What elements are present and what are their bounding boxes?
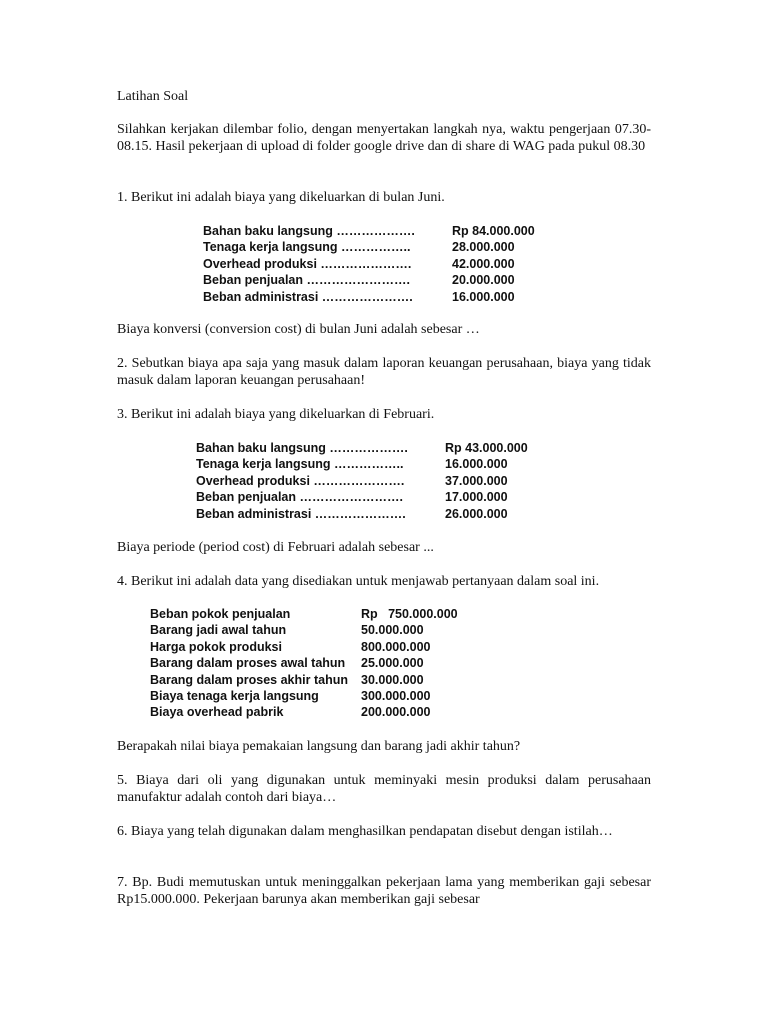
data-value: Rp 750.000.000 <box>361 607 458 621</box>
cost-label: Bahan baku langsung ………………. <box>196 441 408 455</box>
cost-label: Beban administrasi …………………. <box>203 289 413 304</box>
cost-label: Beban penjualan ……………………. <box>203 273 410 288</box>
cost-value: 28.000.000 <box>452 240 515 255</box>
cost-value: 42.000.000 <box>452 256 515 271</box>
data-label: Biaya overhead pabrik <box>150 705 284 720</box>
question-6-text: 6. Biaya yang telah digunakan dalam menghasilkan pendapatan disebut dengan istilah… <box>117 824 613 839</box>
data-value: 25.000.000 <box>361 656 424 671</box>
data-label: Barang dalam proses awal tahun <box>150 656 346 671</box>
cost-value: 16.000.000 <box>452 289 515 304</box>
document-title: Latihan Soal <box>117 89 189 104</box>
cost-value: 20.000.000 <box>452 273 515 288</box>
cost-label: Bahan baku langsung ………………. <box>203 224 415 238</box>
cost-value: Rp 43.000.000 <box>445 441 528 455</box>
cost-label: Beban penjualan ……………………. <box>196 490 403 505</box>
cost-value: 26.000.000 <box>445 506 508 521</box>
cost-label: Tenaga kerja langsung …………….. <box>203 240 411 255</box>
cost-label: Overhead produksi …………………. <box>203 256 412 271</box>
question-2-text: 2. Sebutkan biaya apa saja yang masuk dalam laporan keuangan perusahaan, biaya yang tidak masuk dalam laporan keuangan perusahaan! <box>117 356 651 388</box>
question-4-text: 4. Berikut ini adalah data yang disediakan untuk menjawab pertanyaan dalam soal ini. <box>117 574 600 589</box>
cost-value: 37.000.000 <box>445 473 508 488</box>
data-value: 50.000.000 <box>361 623 424 638</box>
question-3-prompt: Biaya periode (period cost) di Februari adalah sebesar ... <box>117 540 434 555</box>
cost-label: Beban administrasi …………………. <box>196 506 406 521</box>
cost-value: 16.000.000 <box>445 457 508 472</box>
question-1-prompt: Biaya konversi (conversion cost) di bulan Juni adalah sebesar … <box>117 322 480 337</box>
question-3-text: 3. Berikut ini adalah biaya yang dikeluarkan di Februari. <box>117 407 435 422</box>
data-label: Harga pokok produksi <box>150 639 282 654</box>
data-label: Biaya tenaga kerja langsung <box>150 688 319 703</box>
question-5-text: 5. Biaya dari oli yang digunakan untuk meminyaki mesin produksi dalam perusahaan manufaktur adalah contoh dari biaya… <box>117 773 651 805</box>
data-value: 300.000.000 <box>361 688 431 703</box>
data-label: Barang jadi awal tahun <box>150 623 287 638</box>
data-value: 800.000.000 <box>361 639 431 654</box>
data-label: Barang dalam proses akhir tahun <box>150 672 348 687</box>
instructions-paragraph: Silahkan kerjakan dilembar folio, dengan menyertakan langkah nya, waktu pengerjaan 07.30-08.15. Hasil pekerjaan di upload di folder google drive dan di share di WAG pada pukul 08.30 <box>117 122 651 154</box>
data-label: Beban pokok penjualan <box>150 607 291 621</box>
data-value: 30.000.000 <box>361 672 424 687</box>
cost-label: Tenaga kerja langsung …………….. <box>196 457 404 472</box>
cost-value: 17.000.000 <box>445 490 508 505</box>
cost-label: Overhead produksi …………………. <box>196 473 405 488</box>
question-7-text: 7. Bp. Budi memutuskan untuk meninggalkan pekerjaan lama yang memberikan gaji sebesar Rp15.000.000. Pekerjaan barunya akan memberikan gaji sebesar <box>117 875 651 907</box>
data-value: 200.000.000 <box>361 705 431 720</box>
cost-value: Rp 84.000.000 <box>452 224 535 238</box>
question-4-prompt: Berapakah nilai biaya pemakaian langsung dan barang jadi akhir tahun? <box>117 739 521 754</box>
question-1-text: 1. Berikut ini adalah biaya yang dikeluarkan di bulan Juni. <box>117 190 445 205</box>
